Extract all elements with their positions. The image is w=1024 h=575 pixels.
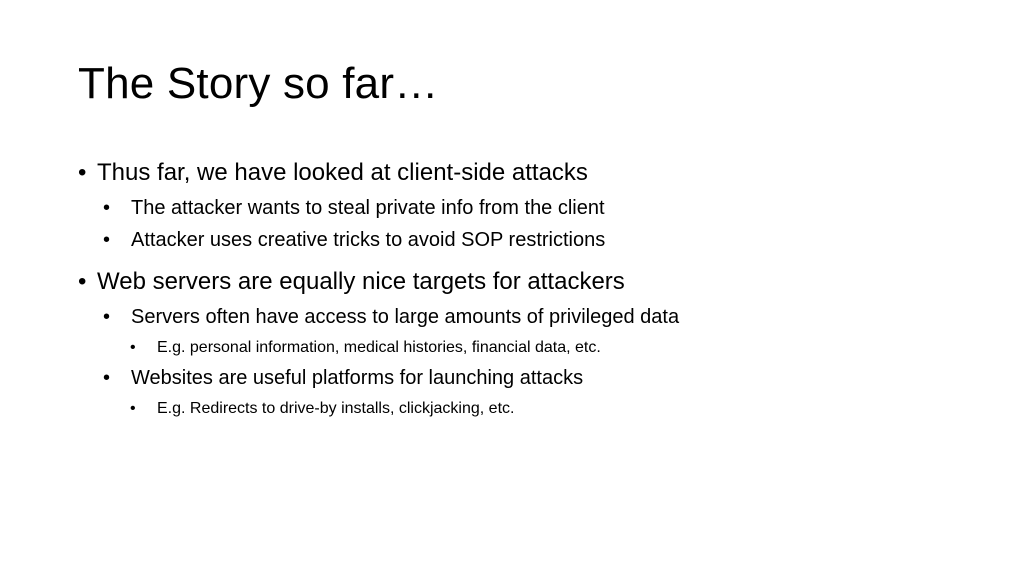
sub-bullet-text: Servers often have access to large amounts of privileged data [131,306,680,328]
bullet-icon: • [103,306,111,328]
sub-sub-bullet-text: E.g. personal information, medical histories, financial data, etc. [157,339,601,356]
bullet-text: Thus far, we have looked at client-side attacks [97,159,588,186]
bullet-icon: • [103,197,111,219]
bullet-text: Web servers are equally nice targets for attackers [97,268,625,295]
sub-bullet-text: Websites are useful platforms for launching attacks [131,367,584,389]
bullet-icon: • [103,367,111,389]
bullet-icon: • [78,159,87,186]
slide-title: The Story so far… [78,59,439,108]
bullet-icon: • [130,400,136,417]
sub-bullet-text: Attacker uses creative tricks to avoid SOP restrictions [131,229,606,251]
sub-bullet-text: The attacker wants to steal private info from the client [131,197,605,219]
bullet-icon: • [78,268,87,295]
bullet-icon: • [103,229,111,251]
bullet-icon: • [130,339,136,356]
sub-sub-bullet-text: E.g. Redirects to drive-by installs, clickjacking, etc. [157,400,515,417]
